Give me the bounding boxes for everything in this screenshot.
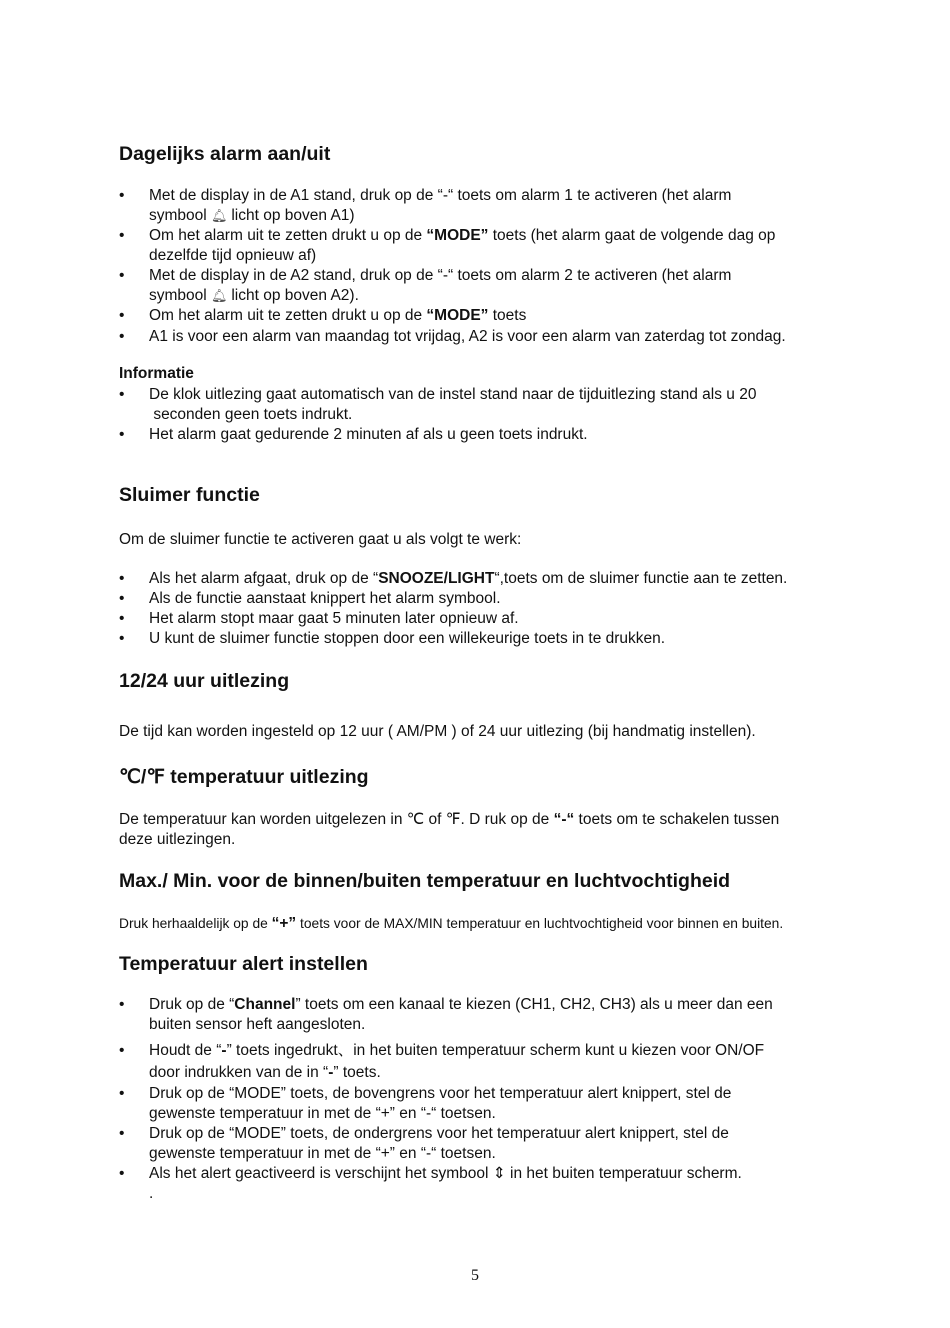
list-item: • De klok uitlezing gaat automatisch van de instel stand naar de tijduitlezing stand als u 20 seconden geen toets indrukt. [119, 386, 757, 423]
section-title-temperature-unit: ℃/℉ temperatuur uitlezing [119, 766, 369, 788]
up-down-arrow-icon: ⇕ [492, 1165, 506, 1182]
list-item: • Met de display in de A1 stand, druk op de “-“ toets om alarm 1 te activeren (het alarm symbool 🔔︎ licht op boven A1) [119, 187, 732, 224]
list-item: • Om het alarm uit te zetten drukt u op de “MODE” toets (het alarm gaat de volgende dag op dezelfde tijd opnieuw af) [119, 227, 776, 264]
list-item: • Druk op de “MODE” toets, de ondergrens voor het temperatuur alert knippert, stel de gewenste temperatuur in met de “+” en “-“ toetsen. [119, 1125, 729, 1162]
list-item: • Het alarm stopt maar gaat 5 minuten later opnieuw af. [119, 610, 519, 627]
info-list [119, 385, 859, 445]
list-item: • Met de display in de A2 stand, druk op de “-“ toets om alarm 2 te activeren (het alarm symbool 🔔︎ licht op boven A2). [119, 267, 732, 304]
section-title-temperature-alert: Temperatuur alert instellen [119, 953, 368, 975]
list-item: • Als het alarm afgaat, druk op de “SNOOZE/LIGHT“,toets om de sluimer functie aan te zetten. [119, 570, 788, 587]
fahrenheit-icon: ℉ [445, 811, 461, 828]
bell-icon: 🔔︎ [211, 208, 228, 223]
list-item: • Druk op de “MODE” toets, de bovengrens voor het temperatuur alert knippert, stel de gewenste temperatuur in met de “+” en “-“ toetsen. [119, 1085, 732, 1122]
list-item: • A1 is voor een alarm van maandag tot vrijdag, A2 is voor een alarm van zaterdag tot zondag. [119, 328, 786, 345]
page-number: 5 [471, 1267, 479, 1284]
12-24-text: De tijd kan worden ingesteld op 12 uur ( AM/PM ) of 24 uur uitlezing (bij handmatig instellen). [119, 723, 756, 740]
max-min-text: Druk herhaaldelijk op de “+” toets voor de MAX/MIN temperatuur en luchtvochtigheid voor binnen en buiten. [119, 915, 784, 932]
section-title-12-24: 12/24 uur uitlezing [119, 670, 290, 692]
section-title-max-min: Max./ Min. voor de binnen/buiten temperatuur en luchtvochtigheid [119, 870, 731, 892]
section-title-snooze: Sluimer functie [119, 484, 260, 506]
snooze-intro: Om de sluimer functie te activeren gaat u als volgt te werk: [119, 531, 522, 548]
celsius-fahrenheit-icon: ℃/℉ [119, 766, 165, 788]
temperature-alert-list [119, 995, 859, 1204]
celsius-icon: ℃ [406, 811, 425, 828]
info-label: Informatie [119, 365, 194, 382]
list-item: • Druk op de “Channel” toets om een kanaal te kiezen (CH1, CH2, CH3) als u meer dan een buiten sensor heft aangesloten. [119, 996, 773, 1033]
daily-alarm-list [119, 186, 859, 347]
section-title-daily-alarm: Dagelijks alarm aan/uit [119, 143, 331, 165]
list-item: • U kunt de sluimer functie stoppen door een willekeurige toets in te drukken. [119, 630, 666, 647]
list-item: • Houdt de “-” toets ingedrukt、in het buiten temperatuur scherm kunt u kiezen voor ON/OF door indrukken van de in “-” toets. [119, 1042, 765, 1081]
temperature-unit-text: De temperatuur kan worden uitgelezen in ℃ of ℉. D ruk op de “-“ toets om te schakelen tussen deze uitlezingen. [119, 811, 780, 848]
snooze-list [119, 569, 859, 649]
list-item: • Om het alarm uit te zetten drukt u op de “MODE” toets [119, 307, 527, 324]
list-item: • Als de functie aanstaat knippert het alarm symbool. [119, 590, 501, 607]
list-item: • Als het alert geactiveerd is verschijnt het symbool ⇕ in het buiten temperatuur scherm. . [119, 1165, 742, 1202]
bell-icon: 🔔︎ [211, 288, 228, 303]
list-item: • Het alarm gaat gedurende 2 minuten af als u geen toets indrukt. [119, 426, 588, 443]
